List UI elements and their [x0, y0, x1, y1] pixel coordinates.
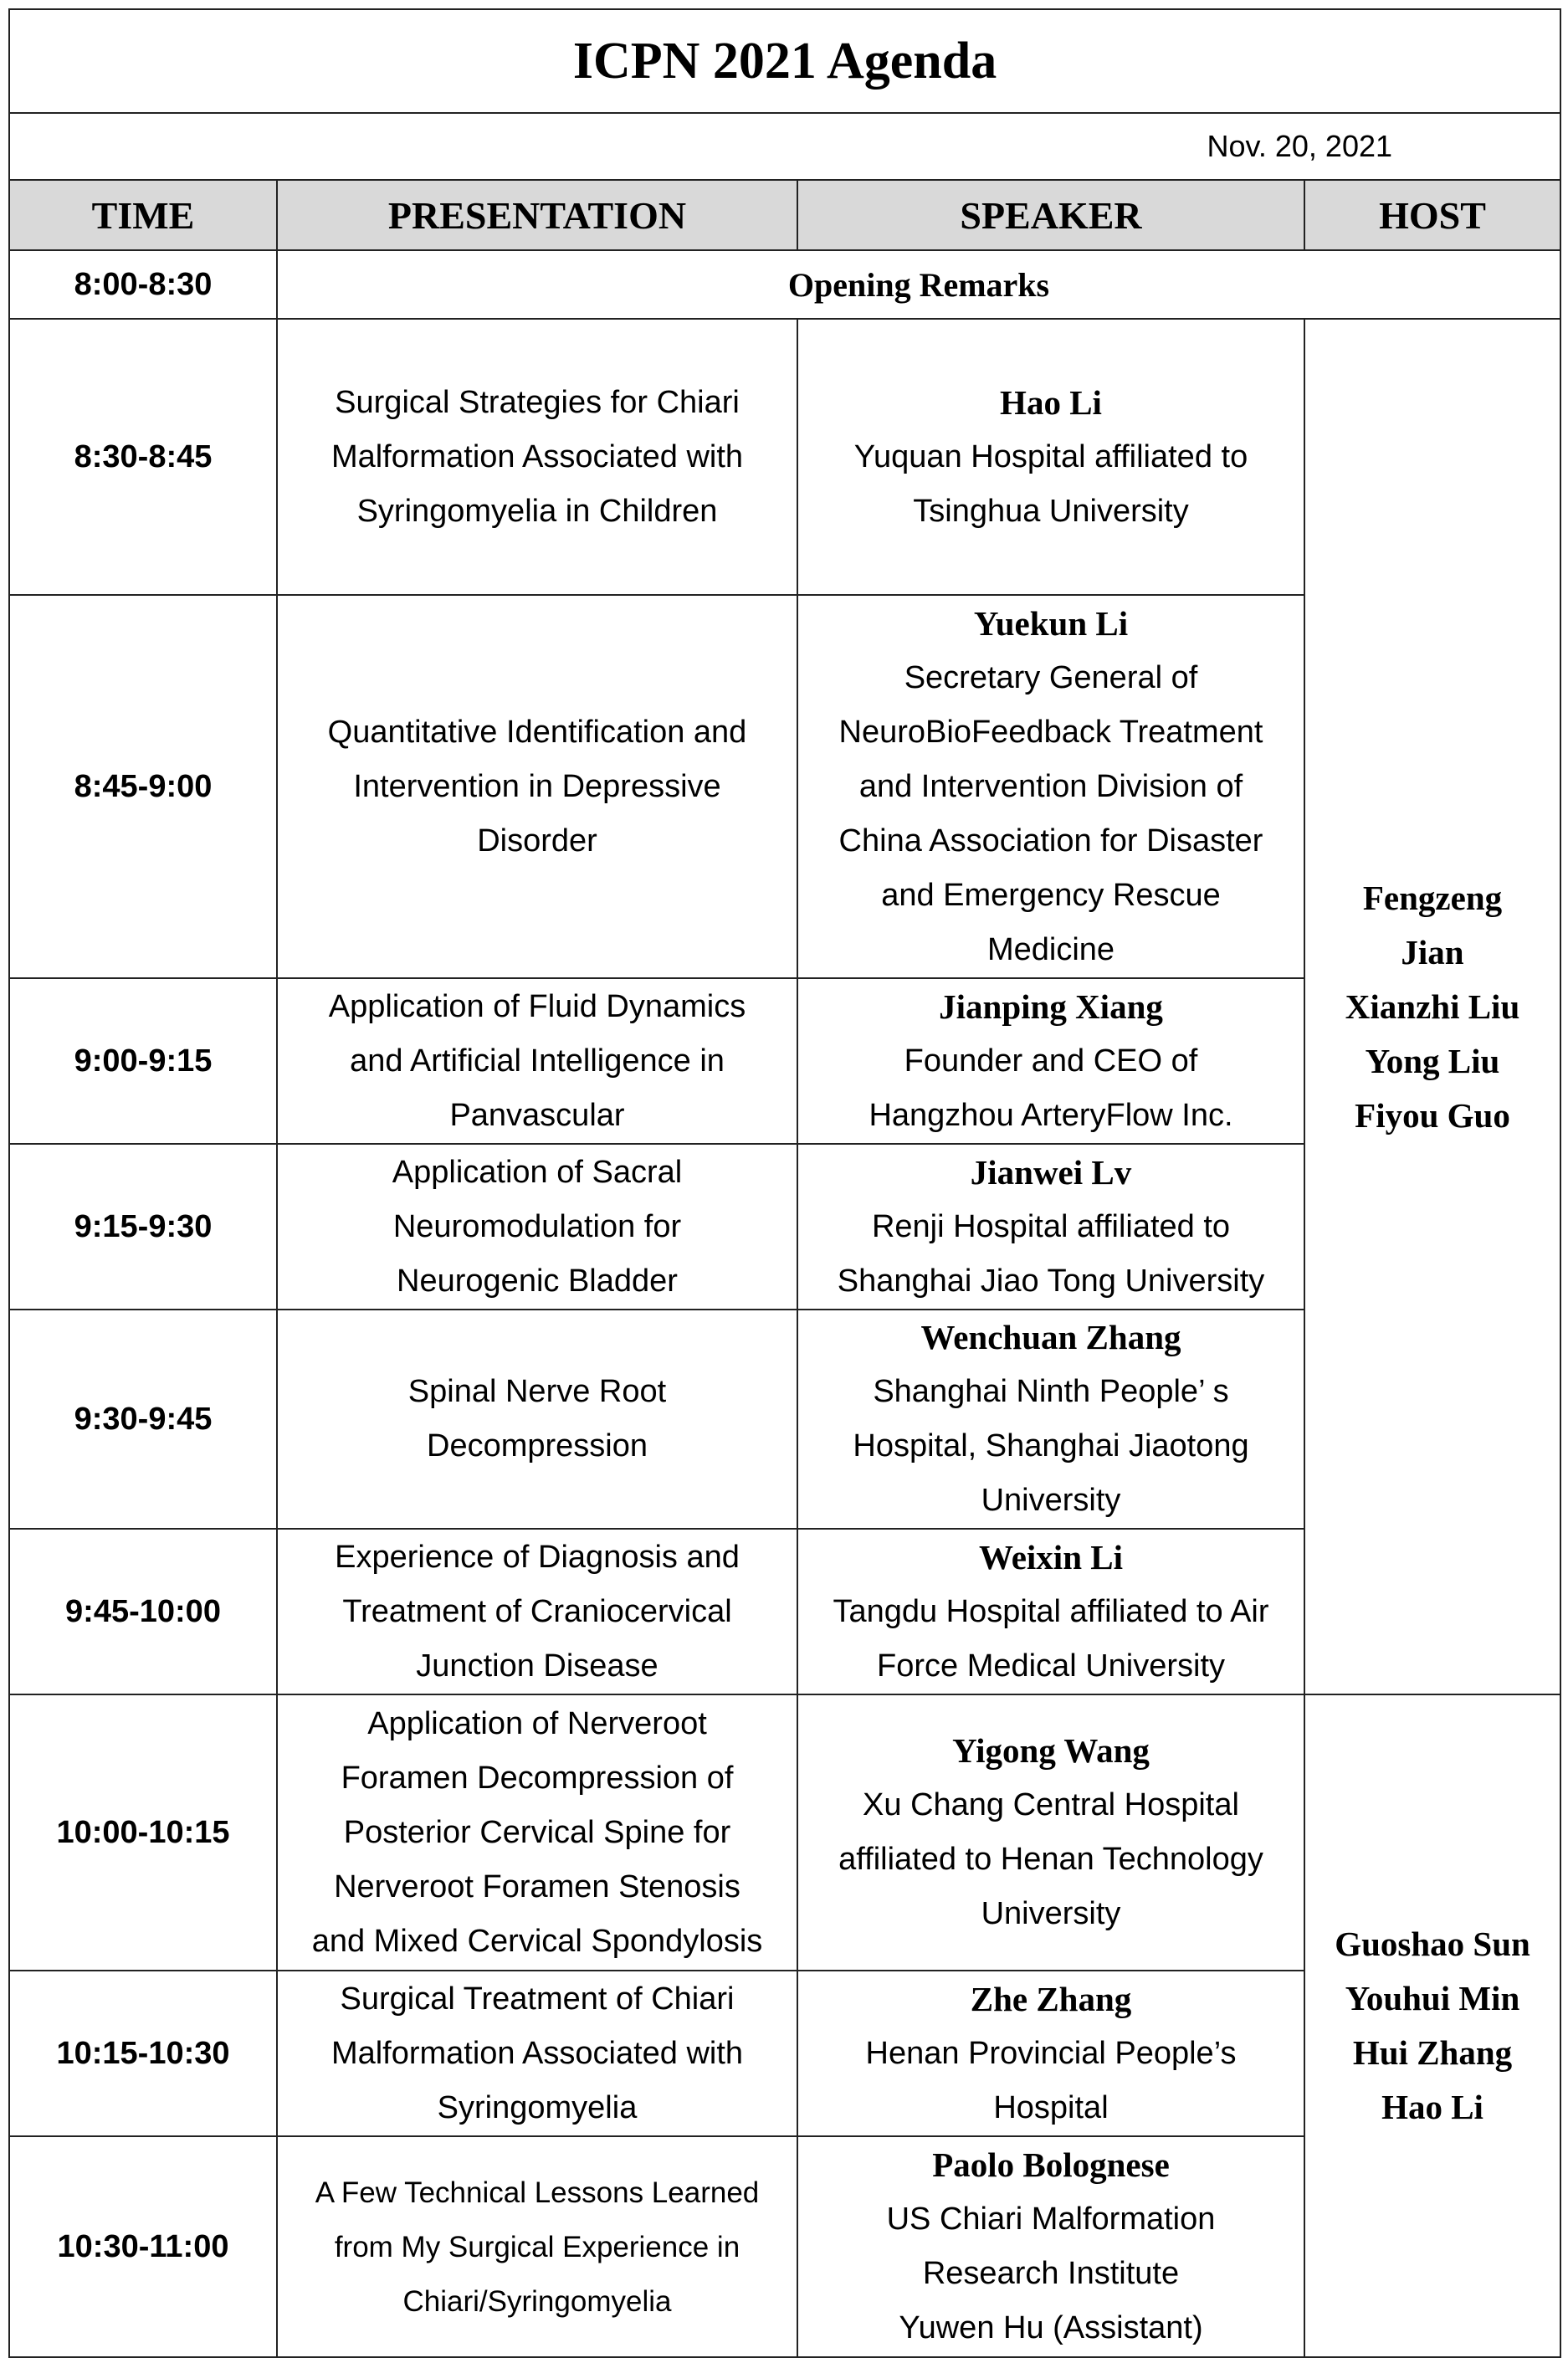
speaker-affiliation: Renji Hospital affiliated to Shanghai Jiao Tong University: [837, 1208, 1265, 1299]
speaker-cell: [797, 1971, 1304, 2136]
host-name: Guoshao Sun: [1335, 1925, 1530, 1963]
host-name: Xianzhi Liu: [1345, 987, 1520, 1026]
speaker-cell: [797, 1144, 1304, 1310]
presentation-title: Application of Sacral Neuromodulation for Neurogenic Bladder: [277, 1144, 797, 1310]
speaker-cell: [797, 2136, 1304, 2357]
presentation-title: Spinal Nerve Root Decompression: [277, 1310, 797, 1529]
speaker-affiliation: Xu Chang Central Hospital affiliated to Henan Technology University: [838, 1787, 1263, 1931]
header-speaker: SPEAKER: [797, 180, 1304, 250]
host-name: Hao Li: [1381, 2088, 1483, 2126]
speaker-cell: [797, 595, 1304, 978]
session-time: 10:15-10:30: [9, 1971, 277, 2136]
opening-time: 8:00-8:30: [9, 250, 277, 319]
header-presentation: PRESENTATION: [277, 180, 797, 250]
page-title: ICPN 2021 Agenda: [9, 9, 1560, 113]
header-row: [9, 180, 1560, 250]
speaker-affiliation: Henan Provincial People’s Hospital: [865, 2035, 1237, 2125]
session-row: [9, 319, 1560, 595]
date-row: [9, 113, 1560, 180]
session-time: 10:30-11:00: [9, 2136, 277, 2357]
speaker-name: Paolo Bolognese: [932, 2145, 1170, 2184]
session-row: [9, 1694, 1560, 1971]
session-time: 9:45-10:00: [9, 1529, 277, 1694]
agenda-table: [8, 8, 1561, 2358]
speaker-name: Wenchuan Zhang: [920, 1318, 1181, 1356]
host-name: Hui Zhang: [1352, 2033, 1513, 2072]
presentation-title: Application of Nerveroot Foramen Decompression of Posterior Cervical Spine for Nerveroot Foramen Stenosis and Mixed Cervical Spondylosis: [277, 1694, 797, 1971]
agenda-date: Nov. 20, 2021: [9, 113, 1560, 180]
speaker-affiliation: Yuquan Hospital affiliated to Tsinghua University: [853, 438, 1248, 529]
speaker-affiliation: US Chiari Malformation Research Institute Yuwen Hu (Assistant): [886, 2202, 1216, 2345]
speaker-affiliation: Tangdu Hospital affiliated to Air Force Medical University: [833, 1593, 1269, 1684]
speaker-name: Hao Li: [1000, 382, 1102, 422]
presentation-title: Application of Fluid Dynamics and Artificial Intelligence in Panvascular: [277, 978, 797, 1144]
header-time: TIME: [9, 180, 277, 250]
speaker-name: Yuekun Li: [973, 603, 1129, 643]
host-name: Fiyou Guo: [1355, 1095, 1510, 1135]
speaker-cell: [797, 978, 1304, 1144]
speaker-cell: [797, 319, 1304, 595]
session-time: 8:45-9:00: [9, 595, 277, 978]
host-name: Jian: [1401, 932, 1464, 971]
speaker-cell: [797, 1310, 1304, 1529]
speaker-name: Weixin Li: [978, 1537, 1123, 1576]
host-cell: [1304, 1694, 1560, 2357]
speaker-cell: [797, 1529, 1304, 1694]
speaker-name: Jianwei Lv: [970, 1152, 1132, 1192]
presentation-title: A Few Technical Lessons Learned from My Surgical Experience in Chiari/Syringomyelia: [277, 2136, 797, 2357]
host-cell: [1304, 319, 1560, 1694]
speaker-affiliation: Shanghai Ninth People’ s Hospital, Shanghai Jiaotong University: [853, 1374, 1249, 1518]
speaker-affiliation: Founder and CEO of Hangzhou ArteryFlow Inc.: [869, 1043, 1233, 1133]
speaker-name: Jianping Xiang: [939, 987, 1163, 1026]
session-time: 10:00-10:15: [9, 1694, 277, 1971]
speaker-name: Yigong Wang: [952, 1731, 1150, 1770]
opening-remarks: Opening Remarks: [277, 250, 1560, 319]
presentation-title: Experience of Diagnosis and Treatment of Craniocervical Junction Disease: [277, 1529, 797, 1694]
session-time: 9:00-9:15: [9, 978, 277, 1144]
presentation-title: Surgical Treatment of Chiari Malformation Associated with Syringomyelia: [277, 1971, 797, 2136]
session-time: 9:30-9:45: [9, 1310, 277, 1529]
speaker-name: Zhe Zhang: [970, 1979, 1132, 2018]
speaker-affiliation: Secretary General of NeuroBioFeedback Treatment and Intervention Division of China Association for Disaster and Emergency Rescue Medicine: [838, 659, 1263, 967]
host-name: Youhui Min: [1345, 1979, 1520, 2017]
presentation-title: Surgical Strategies for Chiari Malformation Associated with Syringomyelia in Children: [277, 319, 797, 595]
title-row: [9, 9, 1560, 113]
session-time: 8:30-8:45: [9, 319, 277, 595]
opening-row: [9, 250, 1560, 319]
speaker-cell: [797, 1694, 1304, 1971]
host-name: Yong Liu: [1365, 1041, 1500, 1080]
host-name: Fengzeng: [1362, 878, 1503, 917]
header-host: HOST: [1304, 180, 1560, 250]
presentation-title: Quantitative Identification and Intervention in Depressive Disorder: [277, 595, 797, 978]
session-time: 9:15-9:30: [9, 1144, 277, 1310]
